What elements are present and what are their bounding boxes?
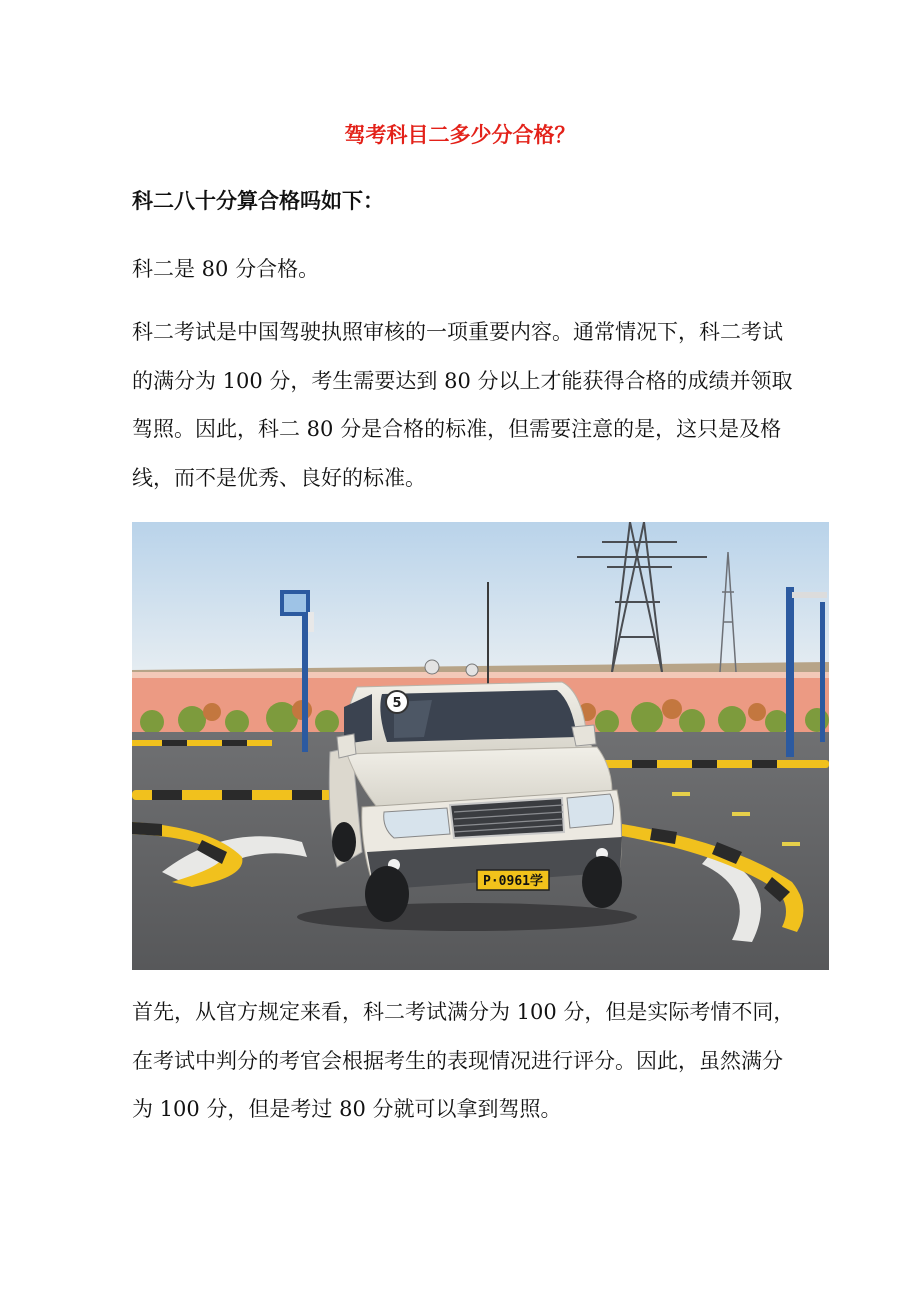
car-number-badge: 5 (392, 696, 402, 711)
section-heading: 科二八十分算合格吗如下： (132, 189, 384, 213)
paragraph-2: 科二考试是中国驾驶执照审核的一项重要内容。通常情况下，科二考试的满分为 100 分，考生需要达到 80 分以上才能获得合格的成绩并领取驾照。因此，科二 80 分是合格的标准，但需要注意的是，这只是及格线，而不是优秀、良好的标准。 (132, 320, 793, 490)
photo-illustration (132, 522, 829, 970)
paragraph-3: 首先，从官方规定来看，科二考试满分为 100 分，但是实际考情不同，在考试中判分的考官会根据考生的表现情况进行评分。因此，虽然满分为 100 分，但是考过 80 分就可以拿到驾照。 (132, 1000, 795, 1121)
license-plate: P·0961学 (483, 874, 543, 889)
paragraph-1: 科二是 80 分合格。 (132, 257, 320, 281)
driving-test-photo (132, 522, 829, 970)
document-title: 驾考科目二多少分合格？ (344, 123, 576, 147)
